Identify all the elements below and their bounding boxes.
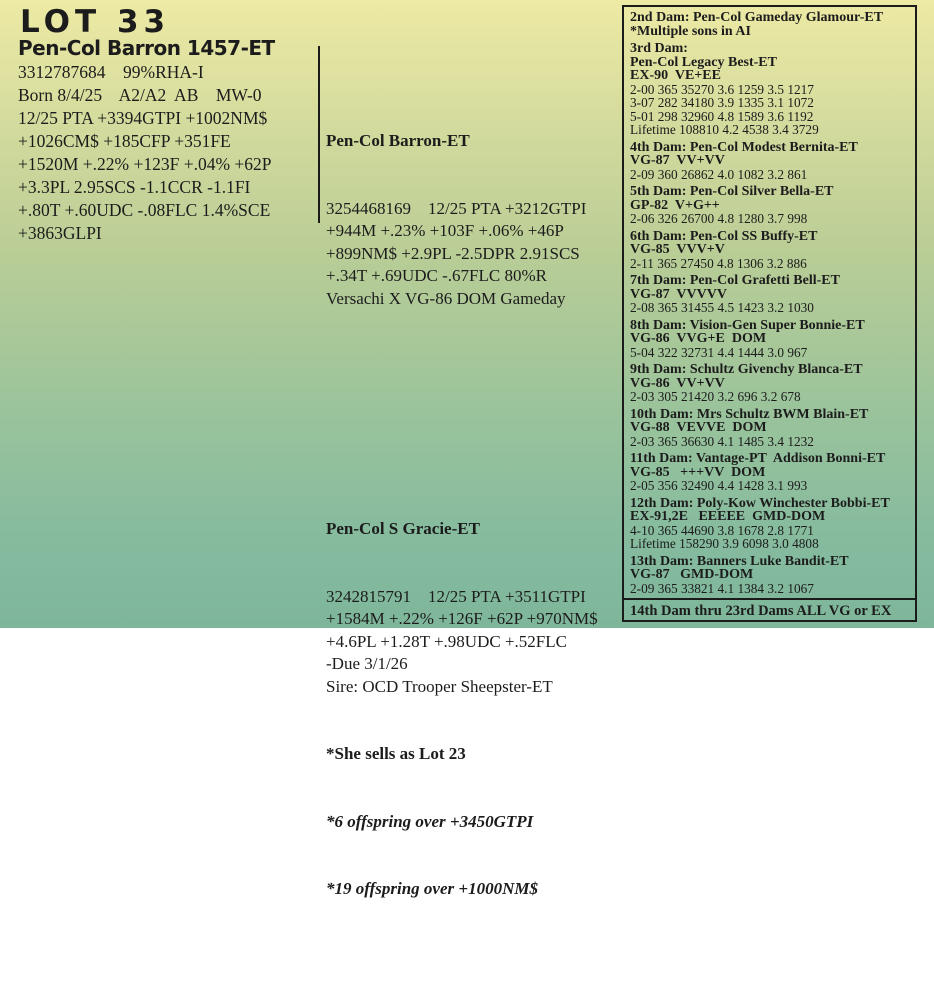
animal-stat-line: +.80T +.60UDC -.08FLC 1.4%SCE bbox=[18, 200, 271, 220]
dam-stat-line: -Due 3/1/26 bbox=[326, 654, 408, 673]
dam-entry-title-line: VG-85 +++VV DOM bbox=[630, 464, 766, 480]
dam-entry-title-line: 6th Dam: Pen-Col SS Buffy-ET bbox=[630, 228, 818, 244]
dam-offspring-note: *19 offspring over +1000NM$ bbox=[326, 879, 538, 898]
dam-stats-block bbox=[326, 586, 626, 699]
dam-entry bbox=[630, 408, 909, 449]
sire-block bbox=[326, 85, 626, 355]
animal-stat-line: +3863GLPI bbox=[18, 223, 102, 243]
dam-entry-title-line: VG-86 VVG+E DOM bbox=[630, 331, 767, 346]
dam-entry-record-line: 2-03 305 21420 3.2 696 3.2 678 bbox=[630, 389, 801, 404]
dam-entry bbox=[630, 555, 909, 596]
animal-stat-line: +1026CM$ +185CFP +351FE bbox=[18, 131, 231, 151]
dam-entry-title-line: 3rd Dam: bbox=[630, 41, 688, 56]
dam-entry-title-line: 7th Dam: Pen-Col Grafetti Bell-ET bbox=[630, 273, 840, 288]
dam-entry-record-line: 2-09 360 26862 4.0 1082 3.2 861 bbox=[630, 166, 808, 182]
dam-block bbox=[326, 473, 626, 946]
pedigree-rule bbox=[318, 46, 320, 223]
dam-entry-record-line: 2-03 365 36630 4.1 1485 3.4 1232 bbox=[630, 433, 814, 449]
sire-stat-line: +944M +.23% +103F +.06% +46P bbox=[326, 221, 564, 240]
dam-entry-record-line: 4-10 365 44690 3.8 1678 2.8 1771 bbox=[630, 522, 814, 538]
dams-panel-footer: 14th Dam thru 23rd Dams ALL VG or EX bbox=[624, 598, 915, 623]
dam-entry bbox=[630, 11, 909, 38]
dam-entry-title-line: VG-87 VVVVV bbox=[630, 286, 727, 302]
dam-entry-title-line: 9th Dam: Schultz Givenchy Blanca-ET bbox=[630, 362, 863, 377]
animal-stats-block bbox=[18, 61, 272, 245]
dam-entry bbox=[630, 230, 909, 271]
dam-entry-title-line: 13th Dam: Banners Luke Bandit-ET bbox=[630, 553, 849, 569]
dam-stat-line: +4.6PL +1.28T +.98UDC +.52FLC bbox=[326, 631, 567, 651]
dam-entry bbox=[630, 452, 909, 493]
dam-entry-record-line: 2-11 365 27450 4.8 1306 3.2 886 bbox=[630, 255, 807, 271]
dam-entry-title-line: VG-86 VV+VV bbox=[630, 375, 725, 391]
dam-entry bbox=[630, 42, 909, 137]
dam-entry bbox=[630, 363, 909, 404]
dam-entry-title-line: VG-88 VEVVE DOM bbox=[630, 420, 767, 435]
sire-stat-line: +899NM$ +2.9PL -2.5DPR 2.91SCS bbox=[326, 243, 580, 263]
dam-stat-line: +1584M +.22% +126F +62P +970NM$ bbox=[326, 609, 598, 628]
dam-entry-record-line: 2-00 365 35270 3.6 1259 3.5 1217 bbox=[630, 81, 814, 97]
sire-name: Pen-Col Barron-ET bbox=[326, 131, 470, 150]
page-bottom-margin bbox=[0, 628, 934, 632]
dam-entry-title-line: Pen-Col Legacy Best-ET bbox=[630, 54, 777, 70]
sire-stat-line: 3254468169 12/25 PTA +3212GTPI bbox=[326, 198, 587, 218]
dam-entry-record-line: Lifetime 108810 4.2 4538 3.4 3729 bbox=[630, 122, 819, 137]
dam-entry bbox=[630, 185, 909, 226]
dam-entry-record-line: 2-08 365 31455 4.5 1423 3.2 1030 bbox=[630, 300, 814, 315]
dam-entry-title-line: 12th Dam: Poly-Kow Winchester Bobbi-ET bbox=[630, 495, 890, 511]
dam-entry-record-line: 5-01 298 32960 4.8 1589 3.6 1192 bbox=[630, 108, 814, 124]
dam-entry-record-line: 3-07 282 34180 3.9 1335 3.1 1072 bbox=[630, 95, 814, 110]
dam-entry-title-line: 4th Dam: Pen-Col Modest Bernita-ET bbox=[630, 139, 858, 155]
dam-entry-record-line: 2-06 326 26700 4.8 1280 3.7 998 bbox=[630, 211, 808, 226]
animal-stat-line: 3312787684 99%RHA-I bbox=[18, 62, 204, 82]
dam-entry-title-line: 11th Dam: Vantage-PT Addison Bonni-ET bbox=[630, 451, 886, 466]
animal-stat-line: +1520M +.22% +123F +.04% +62P bbox=[18, 154, 272, 174]
dam-entry-title-line: 8th Dam: Vision-Gen Super Bonnie-ET bbox=[630, 317, 865, 333]
dam-entry-title-line: *Multiple sons in AI bbox=[630, 23, 751, 39]
dam-entry bbox=[630, 497, 909, 551]
dam-sale-note: *She sells as Lot 23 bbox=[326, 744, 466, 763]
sire-stat-line: Versachi X VG-86 DOM Gameday bbox=[326, 288, 566, 308]
dam-entry-title-line: 5th Dam: Pen-Col Silver Bella-ET bbox=[630, 184, 834, 199]
dam-entry-title-line: VG-87 GMD-DOM bbox=[630, 567, 754, 582]
lot-number: LOT 33 bbox=[20, 4, 171, 40]
dam-stat-line: 3242815791 12/25 PTA +3511GTPI bbox=[326, 586, 586, 606]
dam-entry-title-line: VG-87 VV+VV bbox=[630, 153, 725, 168]
dam-entry bbox=[630, 274, 909, 315]
dam-entry-record-line: 2-09 365 33821 4.1 1384 3.2 1067 bbox=[630, 580, 814, 596]
sire-stats-block bbox=[326, 198, 626, 311]
animal-stat-line: 12/25 PTA +3394GTPI +1002NM$ bbox=[18, 108, 268, 128]
dam-entry-record-line: 5-04 322 32731 4.4 1444 3.0 967 bbox=[630, 344, 808, 360]
dam-offspring-note: *6 offspring over +3450GTPI bbox=[326, 811, 534, 831]
animal-stat-line: +3.3PL 2.95SCS -1.1CCR -1.1FI bbox=[18, 177, 251, 197]
dam-entry bbox=[630, 319, 909, 360]
dam-entry-title-line: GP-82 V+G++ bbox=[630, 197, 720, 213]
pedigree-column bbox=[326, 40, 626, 991]
dam-entry bbox=[630, 141, 909, 182]
dam-entry-title-line: 10th Dam: Mrs Schultz BWM Blain-ET bbox=[630, 406, 869, 422]
animal-name: Pen-Col Barron 1457-ET bbox=[18, 36, 275, 60]
dam-entry-record-line: 2-05 356 32490 4.4 1428 3.1 993 bbox=[630, 478, 808, 493]
sire-stat-line: +.34T +.69UDC -.67FLC 80%R bbox=[326, 266, 547, 285]
dam-name: Pen-Col S Gracie-ET bbox=[326, 519, 480, 538]
dam-stat-line: Sire: OCD Trooper Sheepster-ET bbox=[326, 676, 553, 696]
dam-entry-record-line: Lifetime 158290 3.9 6098 3.0 4808 bbox=[630, 536, 819, 551]
dams-panel-entries bbox=[630, 11, 909, 595]
dam-entry-title-line: 2nd Dam: Pen-Col Gameday Glamour-ET bbox=[630, 10, 884, 25]
dam-entry-title-line: VG-85 VVV+V bbox=[630, 242, 725, 257]
animal-stat-line: Born 8/4/25 A2/A2 AB MW-0 bbox=[18, 85, 262, 105]
block-spacer bbox=[326, 400, 626, 428]
dam-entry-title-line: EX-91,2E EEEEE GMD-DOM bbox=[630, 509, 826, 524]
dam-entry-title-line: EX-90 VE+EE bbox=[630, 68, 721, 83]
maternal-line-panel bbox=[622, 5, 917, 622]
